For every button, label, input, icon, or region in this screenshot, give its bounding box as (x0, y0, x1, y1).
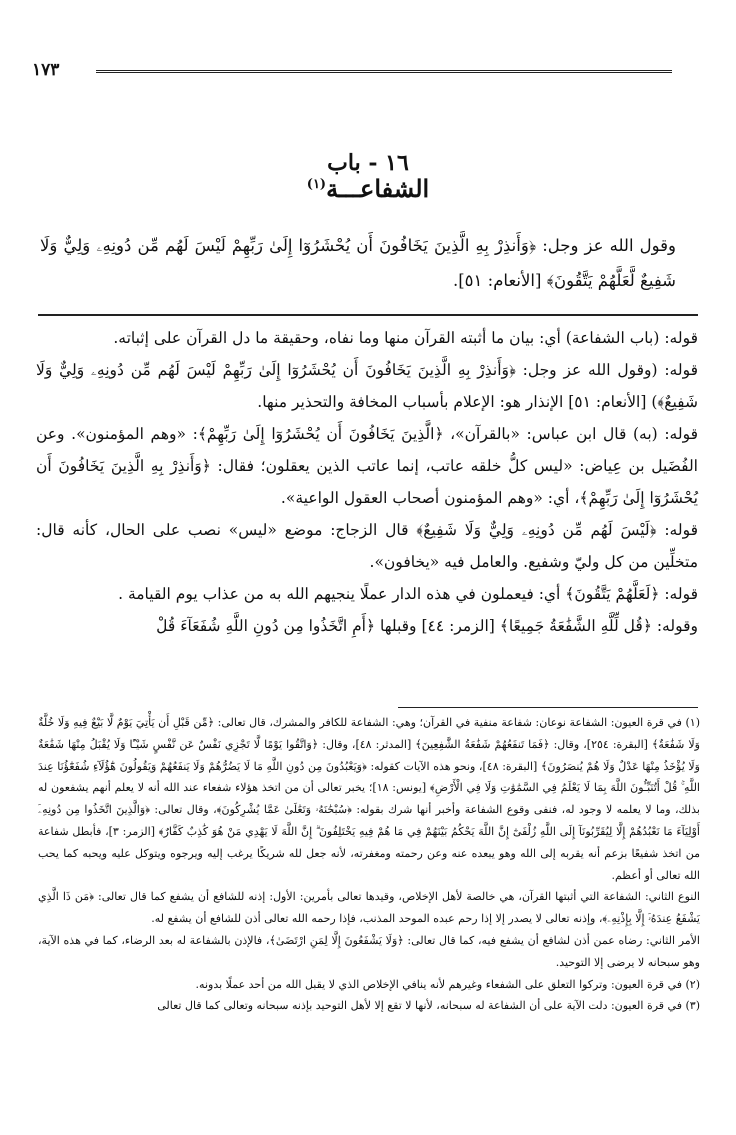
commentary-paragraph: قوله: (باب الشفاعة) أي: بيان ما أثبته القرآن منها وما نفاه، وحقيقة ما دل القرآن على إثباته. (113, 329, 698, 347)
footnote: (١) في قرة العيون: الشفاعة نوعان: شفاعة منفية في القرآن؛ وهي: الشفاعة للكافر والمشرك، قال تعالى: ﴿مِّن قَبْلِ أَن يَأْتِيَ يَوْمٌ لَّا بَيْعٌ فِيهِ وَلَا خُلَّةٌ وَلَا شَفَٰعَةٌ﴾ [البقرة: ٢٥٤]، وقال: ﴿فَمَا تَنفَعُهُمْ شَفَٰعَةُ الشَّٰفِعِينَ﴾ [المدثر: ٤٨]، وقال: ﴿وَاتَّقُوا يَوْمًا لَّا تَجْزِي نَفْسٌ عَن نَّفْسٍ شَيْـًٔا وَلَا يُقْبَلُ مِنْهَا شَفَٰعَةٌ وَلَا يُؤْخَذُ مِنْهَا عَدْلٌ وَلَا هُمْ يُنصَرُونَ﴾ [البقرة: ٤٨]، ونحو هذه الآيات كقوله: ﴿وَيَعْبُدُونَ مِن دُونِ اللَّهِ مَا لَا يَضُرُّهُمْ وَلَا يَنفَعُهُمْ وَيَقُولُونَ هَٰٓؤُلَآءِ شُفَعَٰٓؤُنَا عِندَ اللَّهِ ۚ قُلْ أَتُنَبِّـُٔونَ اللَّهَ بِمَا لَا يَعْلَمُ فِي السَّمَٰوَٰتِ وَلَا فِي الْأَرْضِ﴾ [يونس: ١٨]؛ يخبر تعالى أن من اتخذ هؤلاء شفعاء عند الله أنه لا يعلم أنهم يشفعون له بذلك، وما لا يعلمه لا وجود له، فنفى وقوع الشفاعة وأخبر أنها شرك بقوله: ﴿سُبْحَٰنَهُۥ وَتَعَٰلَىٰ عَمَّا يُشْرِكُونَ﴾، وقال تعالى: ﴿وَالَّذِينَ اتَّخَذُوا مِن دُونِهِۦٓ أَوْلِيَآءَ مَا نَعْبُدُهُمْ إِلَّا لِيُقَرِّبُونَآ إِلَى اللَّهِ زُلْفَىٰٓ إِنَّ اللَّهَ يَحْكُمُ بَيْنَهُمْ فِي مَا هُمْ فِيهِ يَخْتَلِفُونَ ۗ إِنَّ اللَّهَ لَا يَهْدِي مَنْ هُوَ كَٰذِبٌ كَفَّارٌ﴾ [الزمر: ٣]، فأبطل شفاعة من اتخذ شفيعًا بزعم أنه يقربه إلى الله وهو يبعده عنه وعن رحمته ومغفرته، لأنه جعل لله شريكًا يرغب إليه ويرجوه ويتوكل عليه ويحبه كما يحب الله تعالى أو أعظم. (38, 716, 701, 882)
footnote: الأمر الثاني: رضاه عمن أذن لشافع أن يشفع فيه، كما قال تعالى: ﴿وَلَا يَشْفَعُونَ إِلَّا لِمَنِ ارْتَضَىٰ﴾، فالإذن بالشفاعة له بعد الرضاء، كما في هذه الآية، وهو سبحانه لا يرضى إلا التوحيد. (38, 933, 700, 969)
footnote: النوع الثاني: الشفاعة التي أثبتها القرآن، هي خالصة لأهل الإخلاص، وقيدها تعالى بأمرين: الأول: إذنه للشافع أن يشفع كما قال تعالى: ﴿مَن ذَا الَّذِي يَشْفَعُ عِندَهُۥٓ إِلَّا بِإِذْنِهِۦ﴾، وإذنه تعالى لا يصدر إلا إذا رحم عبده الموحد المذنب، فإذا رحمه الله تعالى أذن للشافع أن يشفع له. (38, 890, 700, 926)
commentary-paragraph: قوله: (به) قال ابن عباس: «بالقرآن»، ﴿الَّذِينَ يَخَافُونَ أَن يُحْشَرُوٓا إِلَىٰ رَبِّهِمْ﴾: «وهم المؤمنون». وعن الفُضَيل بن عِياض: «ليس كلُّ خلقه عاتب، إنما عاتب الذين يعقلون؛ فقال: ﴿وَأَنذِرْ بِهِ الَّذِينَ يَخَافُونَ أَن يُحْشَرُوٓا إِلَىٰ رَبِّهِمْ﴾، أي: «وهم المؤمنون أصحاب العقول الواعية». (36, 425, 698, 507)
commentary (36, 322, 698, 642)
header-rule (96, 70, 672, 75)
chapter-footnote-mark: (١) (306, 177, 327, 192)
chapter-title-text: الشفاعـــة (326, 174, 430, 203)
section-separator (38, 314, 698, 316)
footnote: (٢) في قرة العيون: وتركوا التعلق على الشفعاء وغيرهم لأنه ينافي الإخلاص الذي لا يقبل الله من أحد عملًا بدونه. (195, 977, 700, 991)
footnotes (38, 712, 700, 1017)
commentary-paragraph: قوله: ﴿لَيْسَ لَهُم مِّن دُونِهِۦ وَلِيٌّ وَلَا شَفِيعٌ﴾ قال الزجاج: موضع «ليس» نصب على الحال، كأنه قال: متخلِّين من كل وليّ وشفيع. والعامل فيه «يخافون». (36, 521, 698, 571)
footnote: (٣) في قرة العيون: دلت الآية على أن الشفاعة له سبحانه، لأنها لا تقع إلا لأهل التوحيد بإذنه سبحانه وتعالى كما قال تعالى (157, 999, 700, 1013)
chapter-number: ١٦ - باب (327, 150, 409, 176)
intro-text: وقول الله عز وجل: ﴿وَأَنذِرْ بِهِ الَّذِينَ يَخَافُونَ أَن يُحْشَرُوٓا إِلَىٰ رَبِّهِمْ لَيْسَ لَهُم مِّن دُونِهِۦ وَلِيٌّ وَلَا شَفِيعٌ لَّعَلَّهُمْ يَتَّقُونَ﴾ [الأنعام: ٥١]. (40, 236, 676, 290)
commentary-paragraph: قوله: (وقول الله عز وجل: ﴿وَأَنذِرْ بِهِ الَّذِينَ يَخَافُونَ أَن يُحْشَرُوٓا إِلَىٰ رَبِّهِمْ لَيْسَ لَهُم مِّن دُونِهِۦ وَلِيٌّ وَلَا شَفِيعٌ﴾) [الأنعام: ٥١] الإنذار هو: الإعلام بأسباب المخافة والتحذير منها. (36, 361, 698, 411)
chapter-title (0, 174, 736, 203)
footnote-rule (398, 707, 698, 708)
commentary-paragraph: قوله: ﴿لَعَلَّهُمْ يَتَّقُونَ﴾ أي: فيعملون في هذه الدار عملًا ينجيهم الله به من عذاب يوم القيامة . (118, 585, 698, 603)
commentary-paragraph: وقوله: ﴿قُل لِّلَّهِ الشَّفَٰعَةُ جَمِيعًا﴾ [الزمر: ٤٤] وقبلها ﴿أَمِ اتَّخَذُوا مِن دُونِ اللَّهِ شُفَعَآءَ قُلْ (156, 617, 698, 635)
page-number: ١٧٣ (32, 60, 60, 80)
